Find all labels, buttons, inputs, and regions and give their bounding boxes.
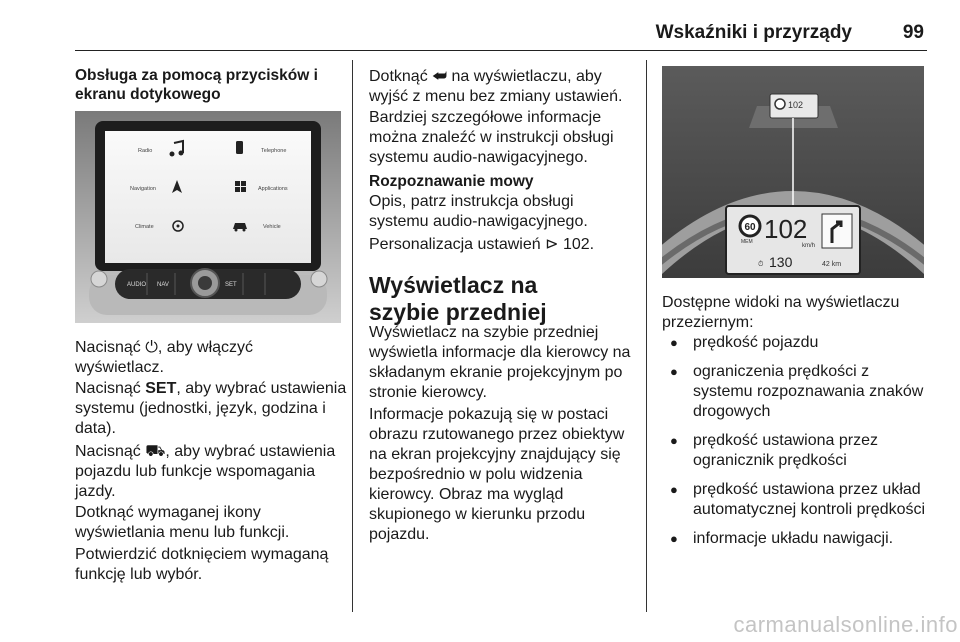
- list-item: ● prędkość ustawiona przez ogranicznik prędkości: [662, 431, 930, 471]
- middle-paragraph-1: Dotknąć ⮨ na wyświetlaczu, aby wyjść z menu bez zmiany ustawień.: [369, 66, 623, 105]
- hud-small-limit: 102: [788, 100, 804, 110]
- hud-mem-label: MEM: [741, 239, 753, 245]
- list-item: ● prędkość ustawiona przez układ automatycznej kontroli prędkości: [662, 480, 930, 520]
- middle-paragraph-4: Personalizacja ustawień ⊳ 102.: [369, 234, 595, 253]
- screen-label-applications: Applications: [258, 186, 288, 192]
- running-header-title: Wskaźniki i przyrządy: [655, 22, 852, 43]
- left-paragraph-1: Nacisnąć ⏻, aby włączyć wyświetlacz.: [75, 337, 254, 376]
- infotainment-drawing: [75, 111, 341, 323]
- list-item: ● informacje układu nawigacji.: [662, 529, 930, 549]
- vehicle-icon: ⛟: [145, 441, 166, 460]
- screen-label-telephone: Telephone: [261, 148, 287, 154]
- subheading-voice-recognition: Rozpoznawanie mowy: [369, 173, 534, 190]
- hud-vehicle-speed: 102: [764, 214, 808, 244]
- hud-cruise-speed: 130: [769, 254, 793, 270]
- set-keyword: SET: [145, 380, 177, 397]
- hud-drawing: [662, 66, 924, 278]
- left-paragraph-2: Nacisnąć SET, aby wybrać ustawienia systemu (jednostki, język, godzina i data).: [75, 380, 347, 437]
- hw-button-audio: AUDIO: [127, 282, 147, 288]
- hw-button-set: SET: [225, 282, 237, 288]
- hud-illustration: [662, 66, 924, 278]
- screen-label-vehicle: Vehicle: [263, 224, 281, 230]
- middle-paragraph-2: Bardziej szczegółowe informacje można znaleźć w instrukcji obsługi systemu audio-nawigacyjnego.: [369, 109, 614, 166]
- middle-paragraph-6: Informacje pokazują się w postaci obrazu rzutowanego przez obiektyw na ekran projekcyjny znajdujący się bezpośrednio w polu widzenia kierowcy. Obraz ma wygląd skupionego w kierunku przodu pojazdu.: [369, 406, 625, 543]
- right-intro: Dostępne widoki na wyświetlaczu przeziernym:: [662, 294, 900, 331]
- middle-paragraph-3: Opis, patrz instrukcja obsługi systemu audio-nawigacyjnego.: [369, 193, 588, 230]
- hud-distance: 42 km: [822, 261, 842, 268]
- screen-label-radio: Radio: [138, 148, 153, 154]
- page-reference-icon: ⊳: [545, 234, 559, 253]
- hud-speed-unit: km/h: [802, 243, 816, 249]
- power-icon: ⏻: [145, 337, 158, 356]
- section-heading-buttons: Obsługa za pomocą przycisków i ekranu dotykowego: [75, 67, 318, 103]
- column-divider-1: [352, 60, 353, 612]
- page-number: 99: [902, 22, 924, 43]
- header-rule: [75, 50, 927, 51]
- section-heading-hud: Wyświetlacz na szybie przedniej: [369, 272, 547, 325]
- list-item: ● prędkość pojazdu: [662, 333, 930, 353]
- left-paragraph-3: Nacisnąć ⛟, aby wybrać ustawienia pojazdu lub funkcje wspomagania jazdy.: [75, 441, 336, 500]
- screen-label-climate: Climate: [135, 224, 154, 230]
- hud-views-list: [662, 333, 930, 558]
- hw-button-nav: NAV: [157, 282, 169, 288]
- left-paragraph-5: Potwierdzić dotknięciem wymaganą funkcję lub wybór.: [75, 546, 329, 583]
- list-item: ● ograniczenia prędkości z systemu rozpoznawania znaków drogowych: [662, 362, 930, 422]
- infotainment-illustration: [75, 111, 341, 323]
- back-arrow-icon: ⮨: [432, 66, 448, 85]
- left-paragraph-4: Dotknąć wymaganej ikony wyświetlania menu lub funkcji.: [75, 504, 290, 541]
- middle-paragraph-5: Wyświetlacz na szybie przedniej wyświetla informacje dla kierowcy na składanym ekranie projekcyjnym po stronie kierowcy.: [369, 324, 631, 401]
- phone-icon: [236, 141, 243, 154]
- screen-label-navigation: Navigation: [130, 186, 156, 192]
- watermark: carmanualsonline.info: [733, 612, 958, 637]
- hud-cruise-icon: ⏱: [758, 260, 764, 268]
- hud-speed-limit: 60: [744, 222, 756, 233]
- column-divider-2: [646, 60, 647, 612]
